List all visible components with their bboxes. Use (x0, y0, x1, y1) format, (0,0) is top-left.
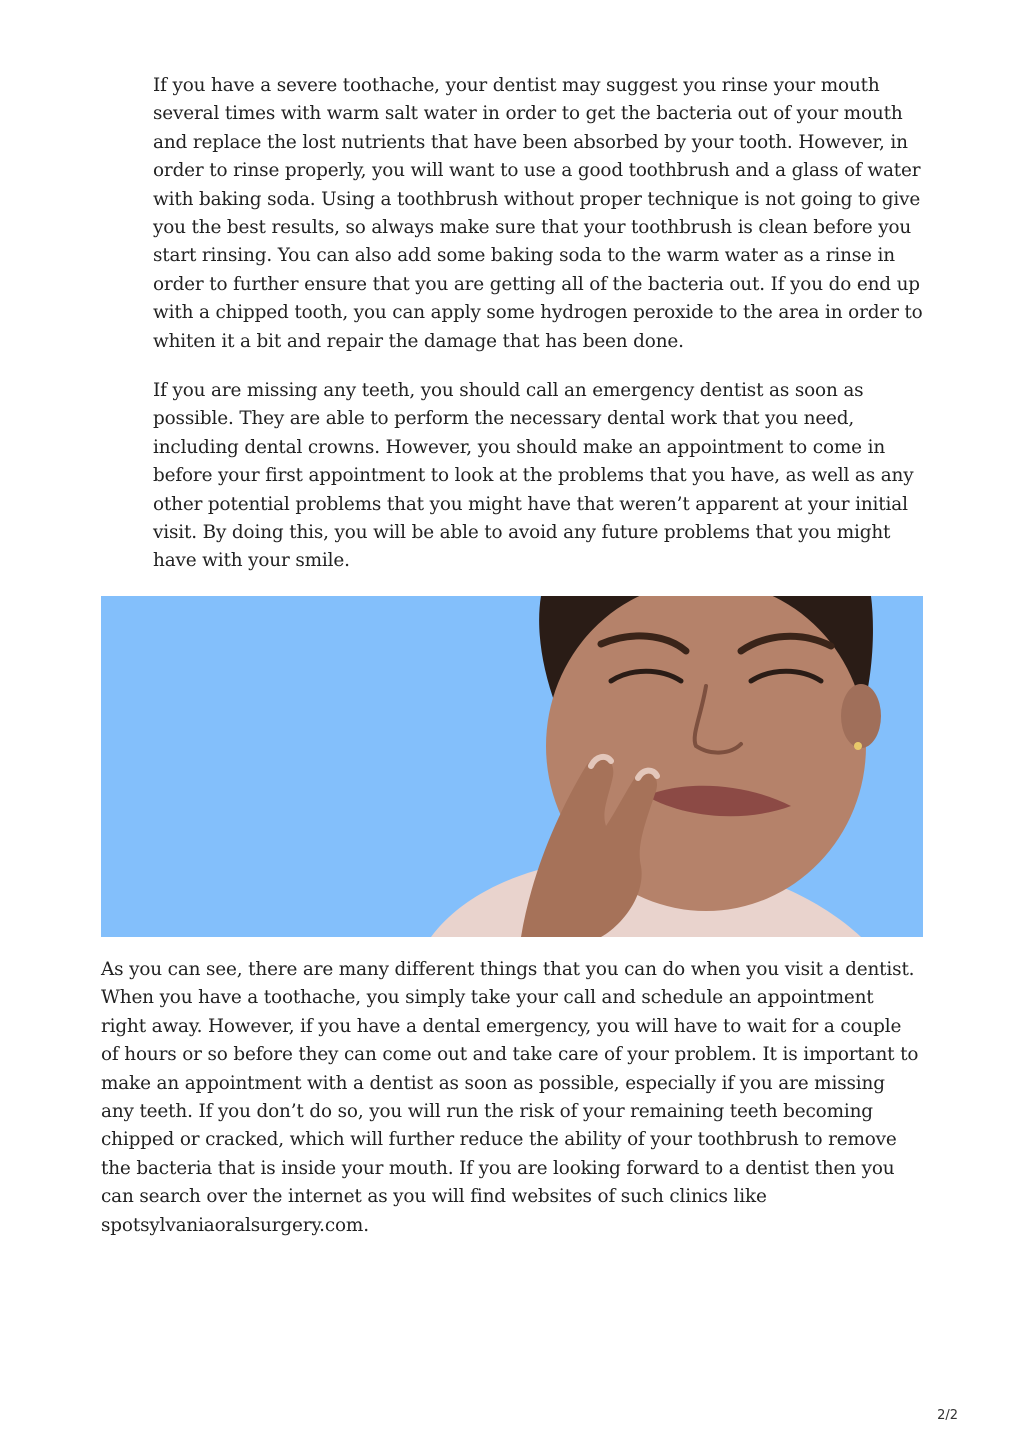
earring-icon (854, 742, 862, 750)
ear-shape (841, 684, 881, 748)
paragraph-rinse-advice: If you have a severe toothache, your dentist may suggest you rinse your mouth several times with warm salt water in order to get the bacteria out of your mouth and replace the lost nutrients that have been absorbed by your tooth. However, in order to rinse properly, you will want to use a good toothbrush and a glass of water with baking soda. Using a toothbrush without proper technique is not going to give you the best results, so always make sure that your toothbrush is clean before you start rinsing. You can also add some baking soda to the warm water as a rinse in order to further ensure that you are getting all of the bacteria out. If you do end up with a chipped tooth, you can apply some hydrogen peroxide to the area in order to whiten it a bit and repair the damage that has been done. (153, 75, 923, 352)
toothache-photo (101, 596, 923, 937)
paragraph-conclusion: As you can see, there are many different things that you can do when you visit a dentist. When you have a toothache, you simply take your call and schedule an appointment right away. However, if you have a dental emergency, you will have to wait for a couple of hours or so before they can come out and take care of your problem. It is important to make an appointment with a dentist as soon as possible, especially if you are missing any teeth. If you don’t do so, you will run the risk of your remaining teeth becoming chipped or cracked, which will further reduce the ability of your toothbrush to remove the bacteria that is inside your mouth. If you are looking forward to a dentist then you can search over the internet as you will find websites of such clinics like spotsylvaniaoralsurgery.com. (101, 959, 919, 1236)
paragraph-missing-teeth: If you are missing any teeth, you should call an emergency dentist as soon as possible. They are able to perform the necessary dental work that you need, including dental crowns. However, you should make an appointment to come in before your first appointment to look at the problems that you have, as well as any other potential problems that you might have that weren’t apparent at your initial visit. By doing this, you will be able to avoid any future problems that you might have with your smile. (153, 380, 914, 572)
page-number: 2/2 (937, 1408, 958, 1423)
woman-with-toothache-illustration (101, 596, 923, 937)
